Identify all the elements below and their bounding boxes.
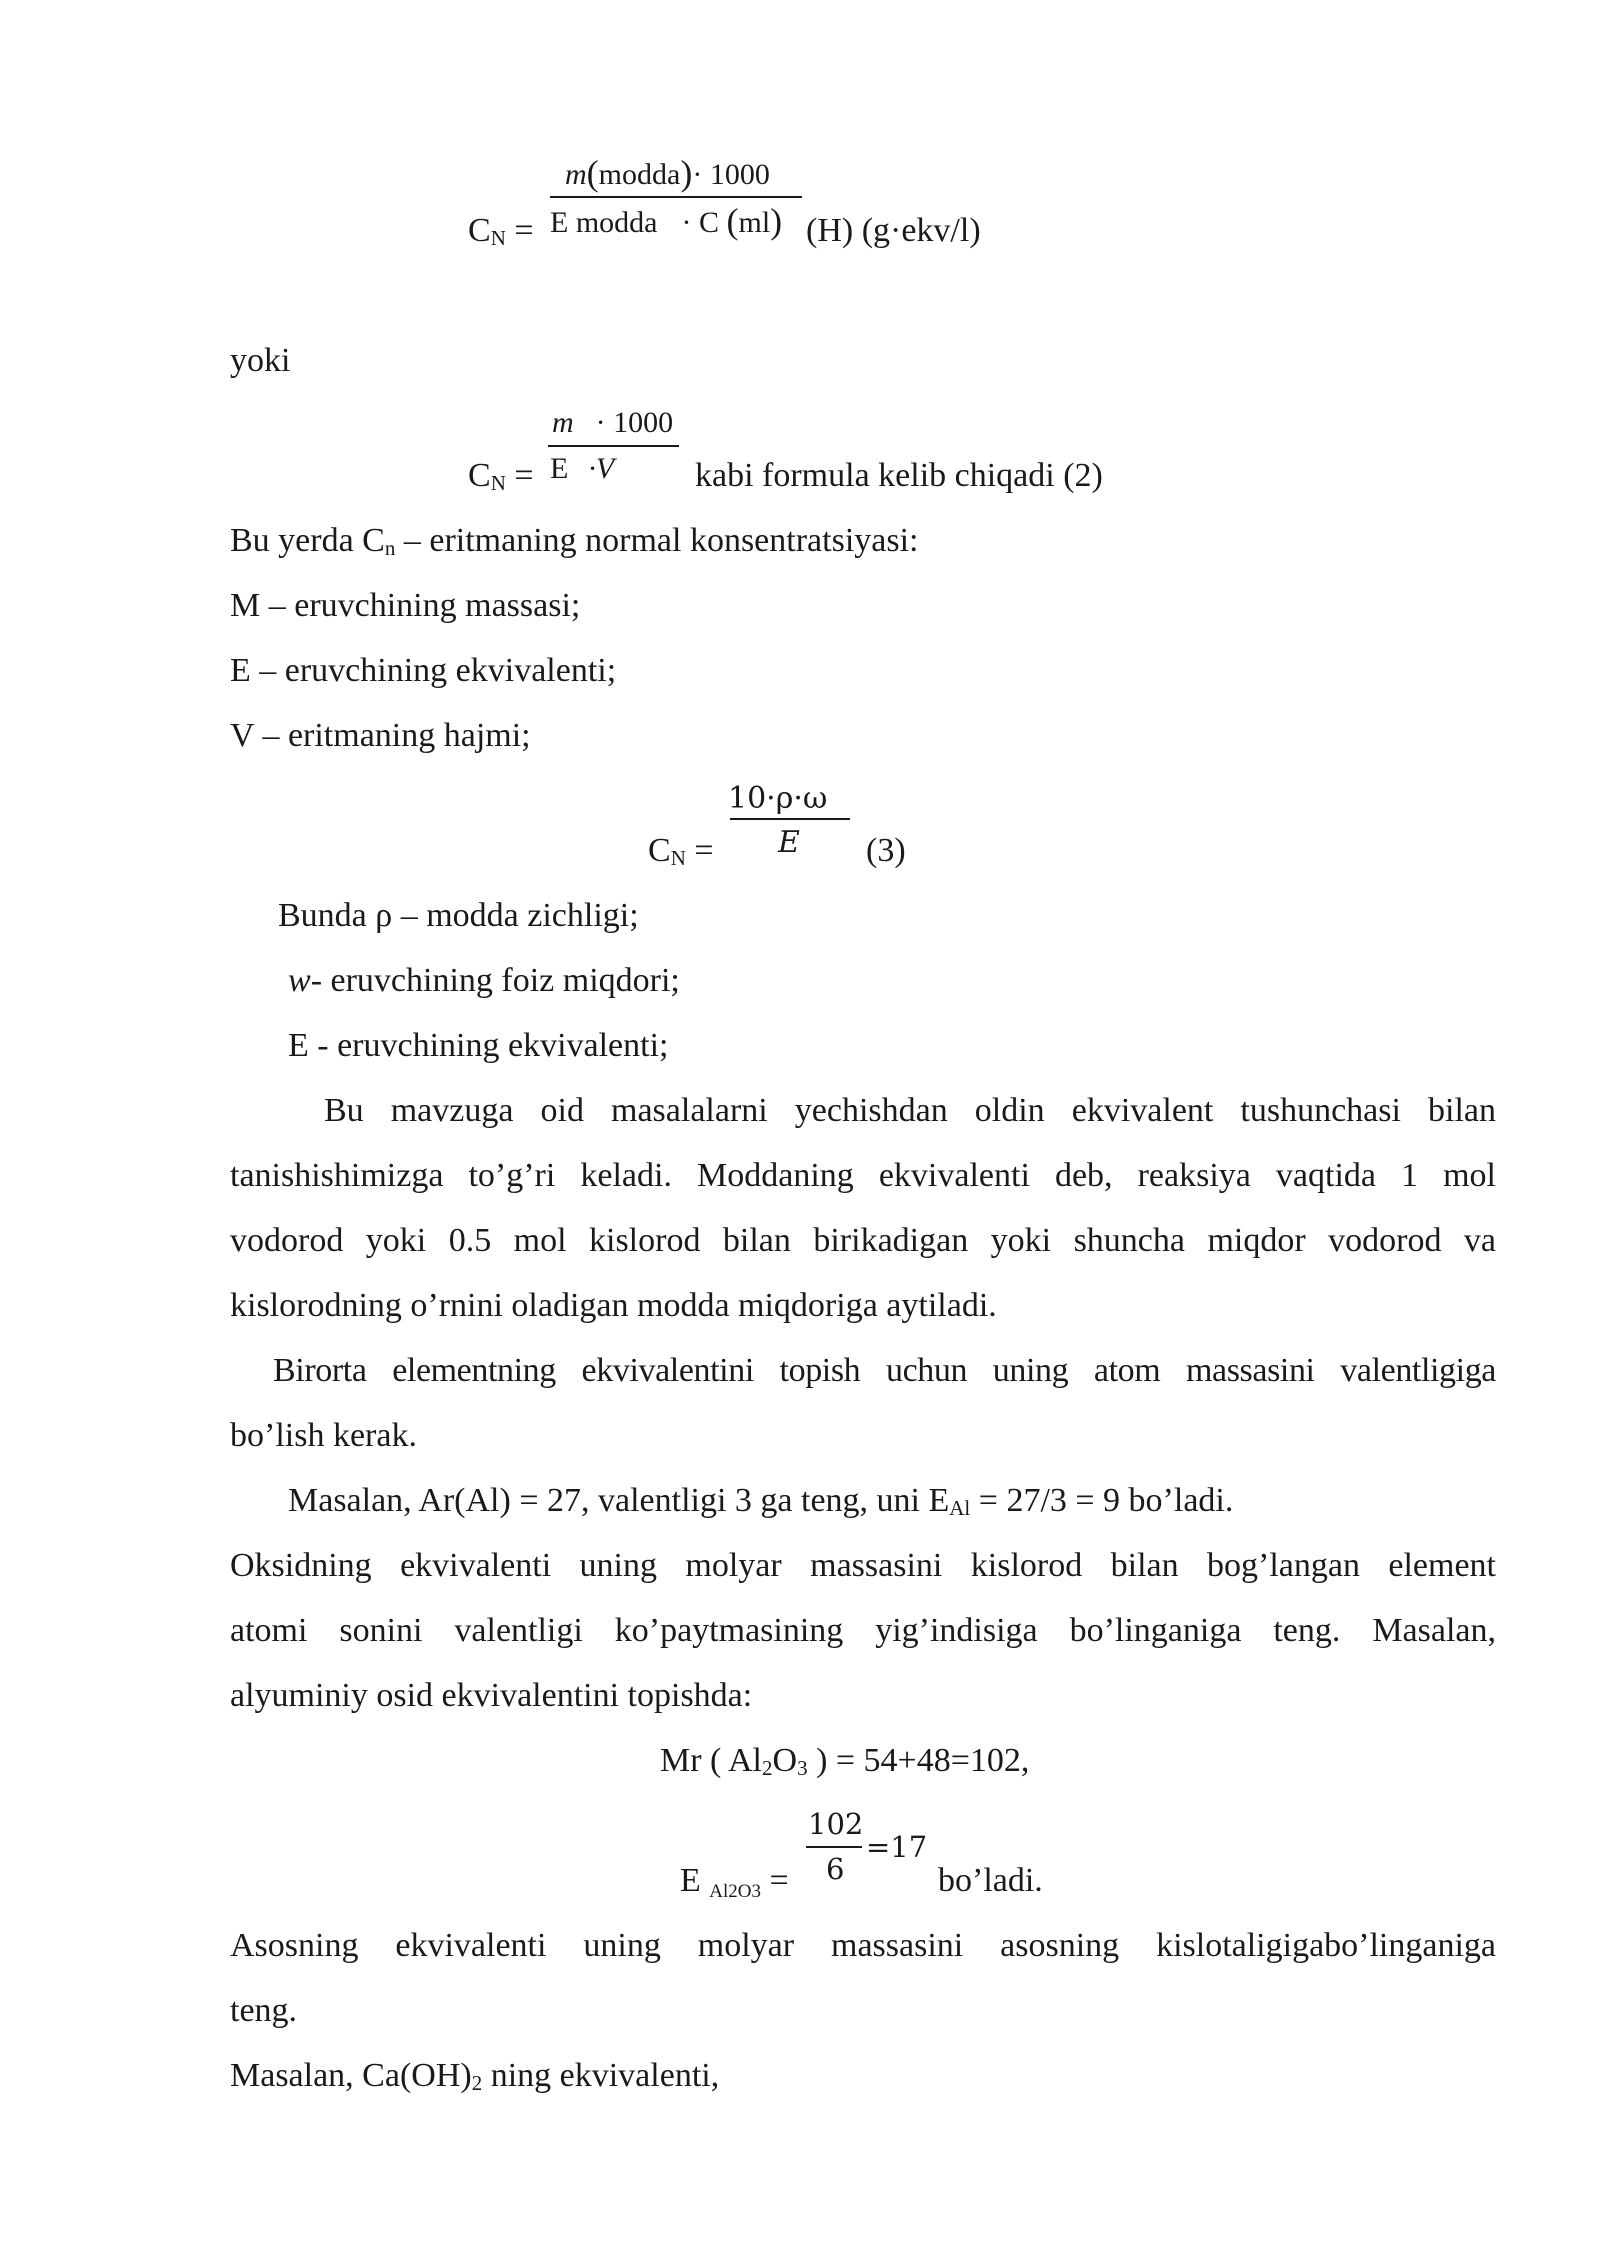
lhs-c: C	[468, 212, 491, 249]
e-denominator: 6	[826, 1852, 845, 1886]
numerator-rest: · 1000	[595, 406, 674, 439]
w-rest: - eruvchining foiz miqdori;	[310, 962, 680, 999]
para1-line2: tanishishimizga to’g’ri keladi. Moddaning ekvivalenti deb, reaksiya vaqtida 1 mol	[230, 1157, 1496, 1194]
denominator-e: E modda	[550, 206, 658, 239]
e-lhs-text: E	[680, 1862, 710, 1899]
fraction-bar	[730, 818, 850, 820]
e-numerator: 102	[808, 1807, 864, 1841]
denominator-v: ·V	[588, 452, 615, 485]
last-sub: 2	[471, 2071, 483, 2095]
example-text: Masalan, Ar(Al) = 27, valentligi 3 ga teng, uni E	[288, 1482, 950, 1519]
e-tail: bo’ladi.	[938, 1862, 1043, 1899]
numerator-m: m	[565, 158, 587, 191]
equals: =	[685, 832, 714, 869]
lhs-c: C	[468, 457, 491, 494]
yoki-text: yoki	[230, 342, 291, 379]
para1-line1: Bu mavzuga oid masalalarni yechishdan oldin ekvivalent tushunchasi bilan	[324, 1092, 1496, 1129]
para3-line1: Oksidning ekvivalenti uning molyar massasini kislorod bilan bog’langan element	[230, 1547, 1496, 1584]
formula-1-numerator	[565, 153, 770, 193]
para4-line1: Asosning ekvivalenti uning molyar massasini asosning kislotaligigabo’linganiga	[230, 1927, 1496, 1964]
lhs-sub: N	[490, 471, 506, 495]
para2-line1: Birorta elementning ekvivalentini topish uchun uning atom massasini valentligiga	[273, 1352, 1496, 1389]
formula-1-lhs	[468, 211, 534, 258]
w-symbol: w	[288, 962, 311, 999]
mr-sub-3: 3	[797, 1756, 808, 1780]
formula-2-lhs	[468, 456, 534, 503]
formula-3-lhs	[648, 831, 714, 878]
paren: )	[680, 153, 693, 193]
numerator-m: m	[552, 406, 574, 439]
fraction-bar	[548, 445, 679, 447]
para3-line3: alyuminiy osid ekvivalentini topishda:	[230, 1677, 753, 1714]
para1-line4: kislorodning o’rnini oladigan modda miqdoriga aytiladi.	[230, 1287, 997, 1324]
mr-al2o3	[660, 1741, 1029, 1788]
paren: (	[726, 201, 739, 241]
last-text: Masalan, Ca(OH)	[230, 2057, 472, 2094]
numerator-modda: modda	[598, 158, 681, 191]
paren: (	[586, 153, 599, 193]
def-sub: n	[384, 536, 396, 560]
lhs-c: C	[648, 832, 671, 869]
equals: =	[761, 1862, 789, 1899]
def-text: Bu yerda C	[230, 522, 385, 559]
fraction-bar	[806, 1846, 862, 1848]
formula-3-numerator: 10·ρ·ω	[728, 781, 828, 816]
definition-cn	[230, 521, 918, 568]
para4-line2: teng.	[230, 1992, 298, 2029]
last-text-rest: ning ekvivalenti,	[482, 2057, 720, 2094]
e-lhs	[680, 1861, 789, 1912]
def-text-rest: – eritmaning normal konsentratsiyasi:	[395, 522, 919, 559]
bunda-rho: Bunda ρ – modda zichligi;	[278, 897, 639, 934]
denominator-ml: ml	[738, 206, 771, 239]
denominator-e: E	[550, 452, 569, 485]
formula-1-denominator	[550, 201, 783, 241]
numerator-rest: · 1000	[692, 158, 770, 191]
lhs-sub: N	[490, 226, 506, 250]
example-caoh2	[230, 2056, 719, 2103]
formula-2-numerator	[552, 406, 673, 440]
fraction-bar	[550, 196, 802, 198]
formula-3-denominator: E	[778, 825, 800, 860]
mr-sub-2: 2	[762, 1756, 773, 1780]
example-text-rest: = 27/3 = 9 bo’ladi.	[970, 1482, 1234, 1519]
mr-text: Mr ( Al	[660, 1742, 762, 1779]
bunda-e: E - eruvchining ekvivalenti;	[288, 1027, 669, 1064]
para3-line2: atomi sonini valentligi ko’paytmasining yig’indisiga bo’linganiga teng. Masalan,	[230, 1612, 1496, 1649]
denominator-dot-c: · C	[681, 206, 719, 239]
mr-text-rest: ) = 54+48=102,	[807, 1742, 1030, 1779]
definition-e: E – eruvchining ekvivalenti;	[230, 652, 617, 689]
definition-v: V – eritmaning hajmi;	[230, 717, 531, 754]
formula-1-units: (H) (g·ekv/l)	[806, 212, 981, 249]
formula-2-denominator	[550, 452, 614, 486]
paren: )	[770, 201, 783, 241]
example-sub: Al	[949, 1496, 971, 1520]
para2-line2: bo’lish kerak.	[230, 1417, 417, 1454]
bunda-w	[288, 961, 680, 1001]
formula-2-tail: kabi formula kelib chiqadi (2)	[695, 457, 1103, 494]
lhs-sub: N	[670, 846, 686, 870]
equals: =	[505, 457, 534, 494]
para1-line3: vodorod yoki 0.5 mol kislorod bilan birikadigan yoki shuncha miqdor vodorod va	[230, 1222, 1496, 1259]
formula-3-tag: (3)	[866, 832, 906, 869]
e-result: =17	[866, 1830, 928, 1864]
mr-text-o: O	[772, 1742, 798, 1779]
definition-m: M – eruvchining massasi;	[230, 587, 581, 624]
example-al	[288, 1481, 1233, 1528]
e-lhs-sub: Al2O3	[709, 1881, 762, 1902]
equals: =	[505, 212, 534, 249]
